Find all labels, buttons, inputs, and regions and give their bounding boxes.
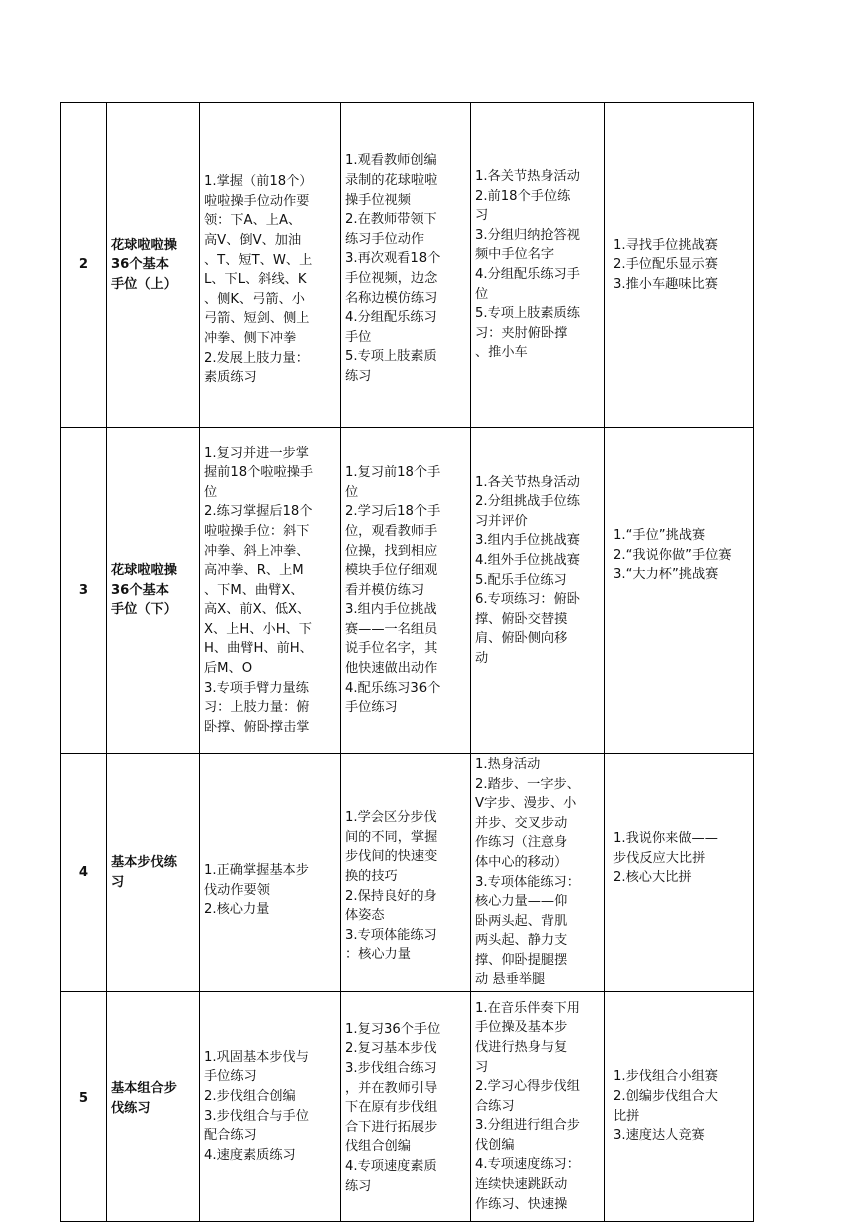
lesson-title: 基本步伐练 习 bbox=[107, 754, 200, 992]
teaching-cell: 1.观看教师创编 录制的花球啦啦 操手位视频 2.在教师带领下 练习手位动作 3.再次观看18个 手位视频，边念 名称边模仿练习 4.分组配乐练习 手位 5.专项上肢素质 练习 bbox=[341, 103, 471, 428]
table-row bbox=[61, 992, 754, 1222]
games-cell: 1.“手位”挑战赛 2.“我说你做”手位赛 3.“大力杯”挑战赛 bbox=[605, 428, 754, 754]
lesson-plan-table bbox=[60, 102, 754, 1222]
lesson-number: 3 bbox=[61, 428, 107, 754]
practice-cell: 1.各关节热身活动 2.前18个手位练 习 3.分组归纳抢答视 频中手位名字 4.分组配乐练习手 位 5.专项上肢素质练 习：夹肘俯卧撑 、推小车 bbox=[471, 103, 605, 428]
lesson-number: 4 bbox=[61, 754, 107, 992]
table-row bbox=[61, 428, 754, 754]
objectives-cell: 1.正确掌握基本步 伐动作要领 2.核心力量 bbox=[200, 754, 341, 992]
lesson-title: 基本组合步 伐练习 bbox=[107, 992, 200, 1222]
games-cell: 1.寻找手位挑战赛 2.手位配乐显示赛 3.推小车趣味比赛 bbox=[605, 103, 754, 428]
table-row bbox=[61, 103, 754, 428]
games-cell: 1.步伐组合小组赛 2.创编步伐组合大 比拼 3.速度达人竞赛 bbox=[605, 992, 754, 1222]
teaching-cell: 1.学会区分步伐 间的不同，掌握 步伐间的快速变 换的技巧 2.保持良好的身 体姿态 3.专项体能练习 ：核心力量 bbox=[341, 754, 471, 992]
table-row bbox=[61, 754, 754, 992]
lesson-number: 2 bbox=[61, 103, 107, 428]
lesson-number: 5 bbox=[61, 992, 107, 1222]
games-cell: 1.我说你来做—— 步伐反应大比拼 2.核心大比拼 bbox=[605, 754, 754, 992]
practice-cell: 1.各关节热身活动 2.分组挑战手位练 习并评价 3.组内手位挑战赛 4.组外手位挑战赛 5.配乐手位练习 6.专项练习：俯卧 撑、俯卧交替摸 肩、俯卧侧向移 动 bbox=[471, 428, 605, 754]
objectives-cell: 1.掌握（前18个） 啦啦操手位动作要 领：下A、上A、 高V、倒V、加油 、T、短T、W、上 L、下L、斜线、K 、侧K、弓箭、小 弓箭、短剑、侧上 冲拳、侧下冲拳 2.发展上肢力量： 素质练习 bbox=[200, 103, 341, 428]
teaching-cell: 1.复习36个手位 2.复习基本步伐 3.步伐组合练习 ，并在教师引导 下在原有步伐组 合下进行拓展步 伐组合创编 4.专项速度素质 练习 bbox=[341, 992, 471, 1222]
teaching-cell: 1.复习前18个手 位 2.学习后18个手 位，观看教师手 位操，找到相应 模块手位仔细观 看并模仿练习 3.组内手位挑战 赛——一名组员 说手位名字，其 他快速做出动作 4.配乐练习36个 手位练习 bbox=[341, 428, 471, 754]
lesson-title: 花球啦啦操 36个基本 手位（上） bbox=[107, 103, 200, 428]
practice-cell: 1.热身活动 2.踏步、一字步、 V字步、漫步、小 并步、交叉步动 作练习（注意身 体中心的移动） 3.专项体能练习： 核心力量——仰 卧两头起、背肌 两头起、静力支 撑、仰卧提腿摆 动 悬垂举腿 bbox=[471, 754, 605, 992]
objectives-cell: 1.复习并进一步掌 握前18个啦啦操手 位 2.练习掌握后18个 啦啦操手位：斜下 冲拳、斜上冲拳、 高冲拳、R、上M 、下M、曲臂X、 高X、前X、低X、 X、上H、小H、下 H、曲臂H、前H、 后M、O 3.专项手臂力量练 习：上肢力量：俯 卧撑、俯卧撑击掌 bbox=[200, 428, 341, 754]
practice-cell: 1.在音乐伴奏下用 手位操及基本步 伐进行热身与复 习 2.学习心得步伐组 合练习 3.分组进行组合步 伐创编 4.专项速度练习： 连续快速跳跃动 作练习、快速操 bbox=[471, 992, 605, 1222]
objectives-cell: 1.巩固基本步伐与 手位练习 2.步伐组合创编 3.步伐组合与手位 配合练习 4.速度素质练习 bbox=[200, 992, 341, 1222]
lesson-title: 花球啦啦操 36个基本 手位（下） bbox=[107, 428, 200, 754]
